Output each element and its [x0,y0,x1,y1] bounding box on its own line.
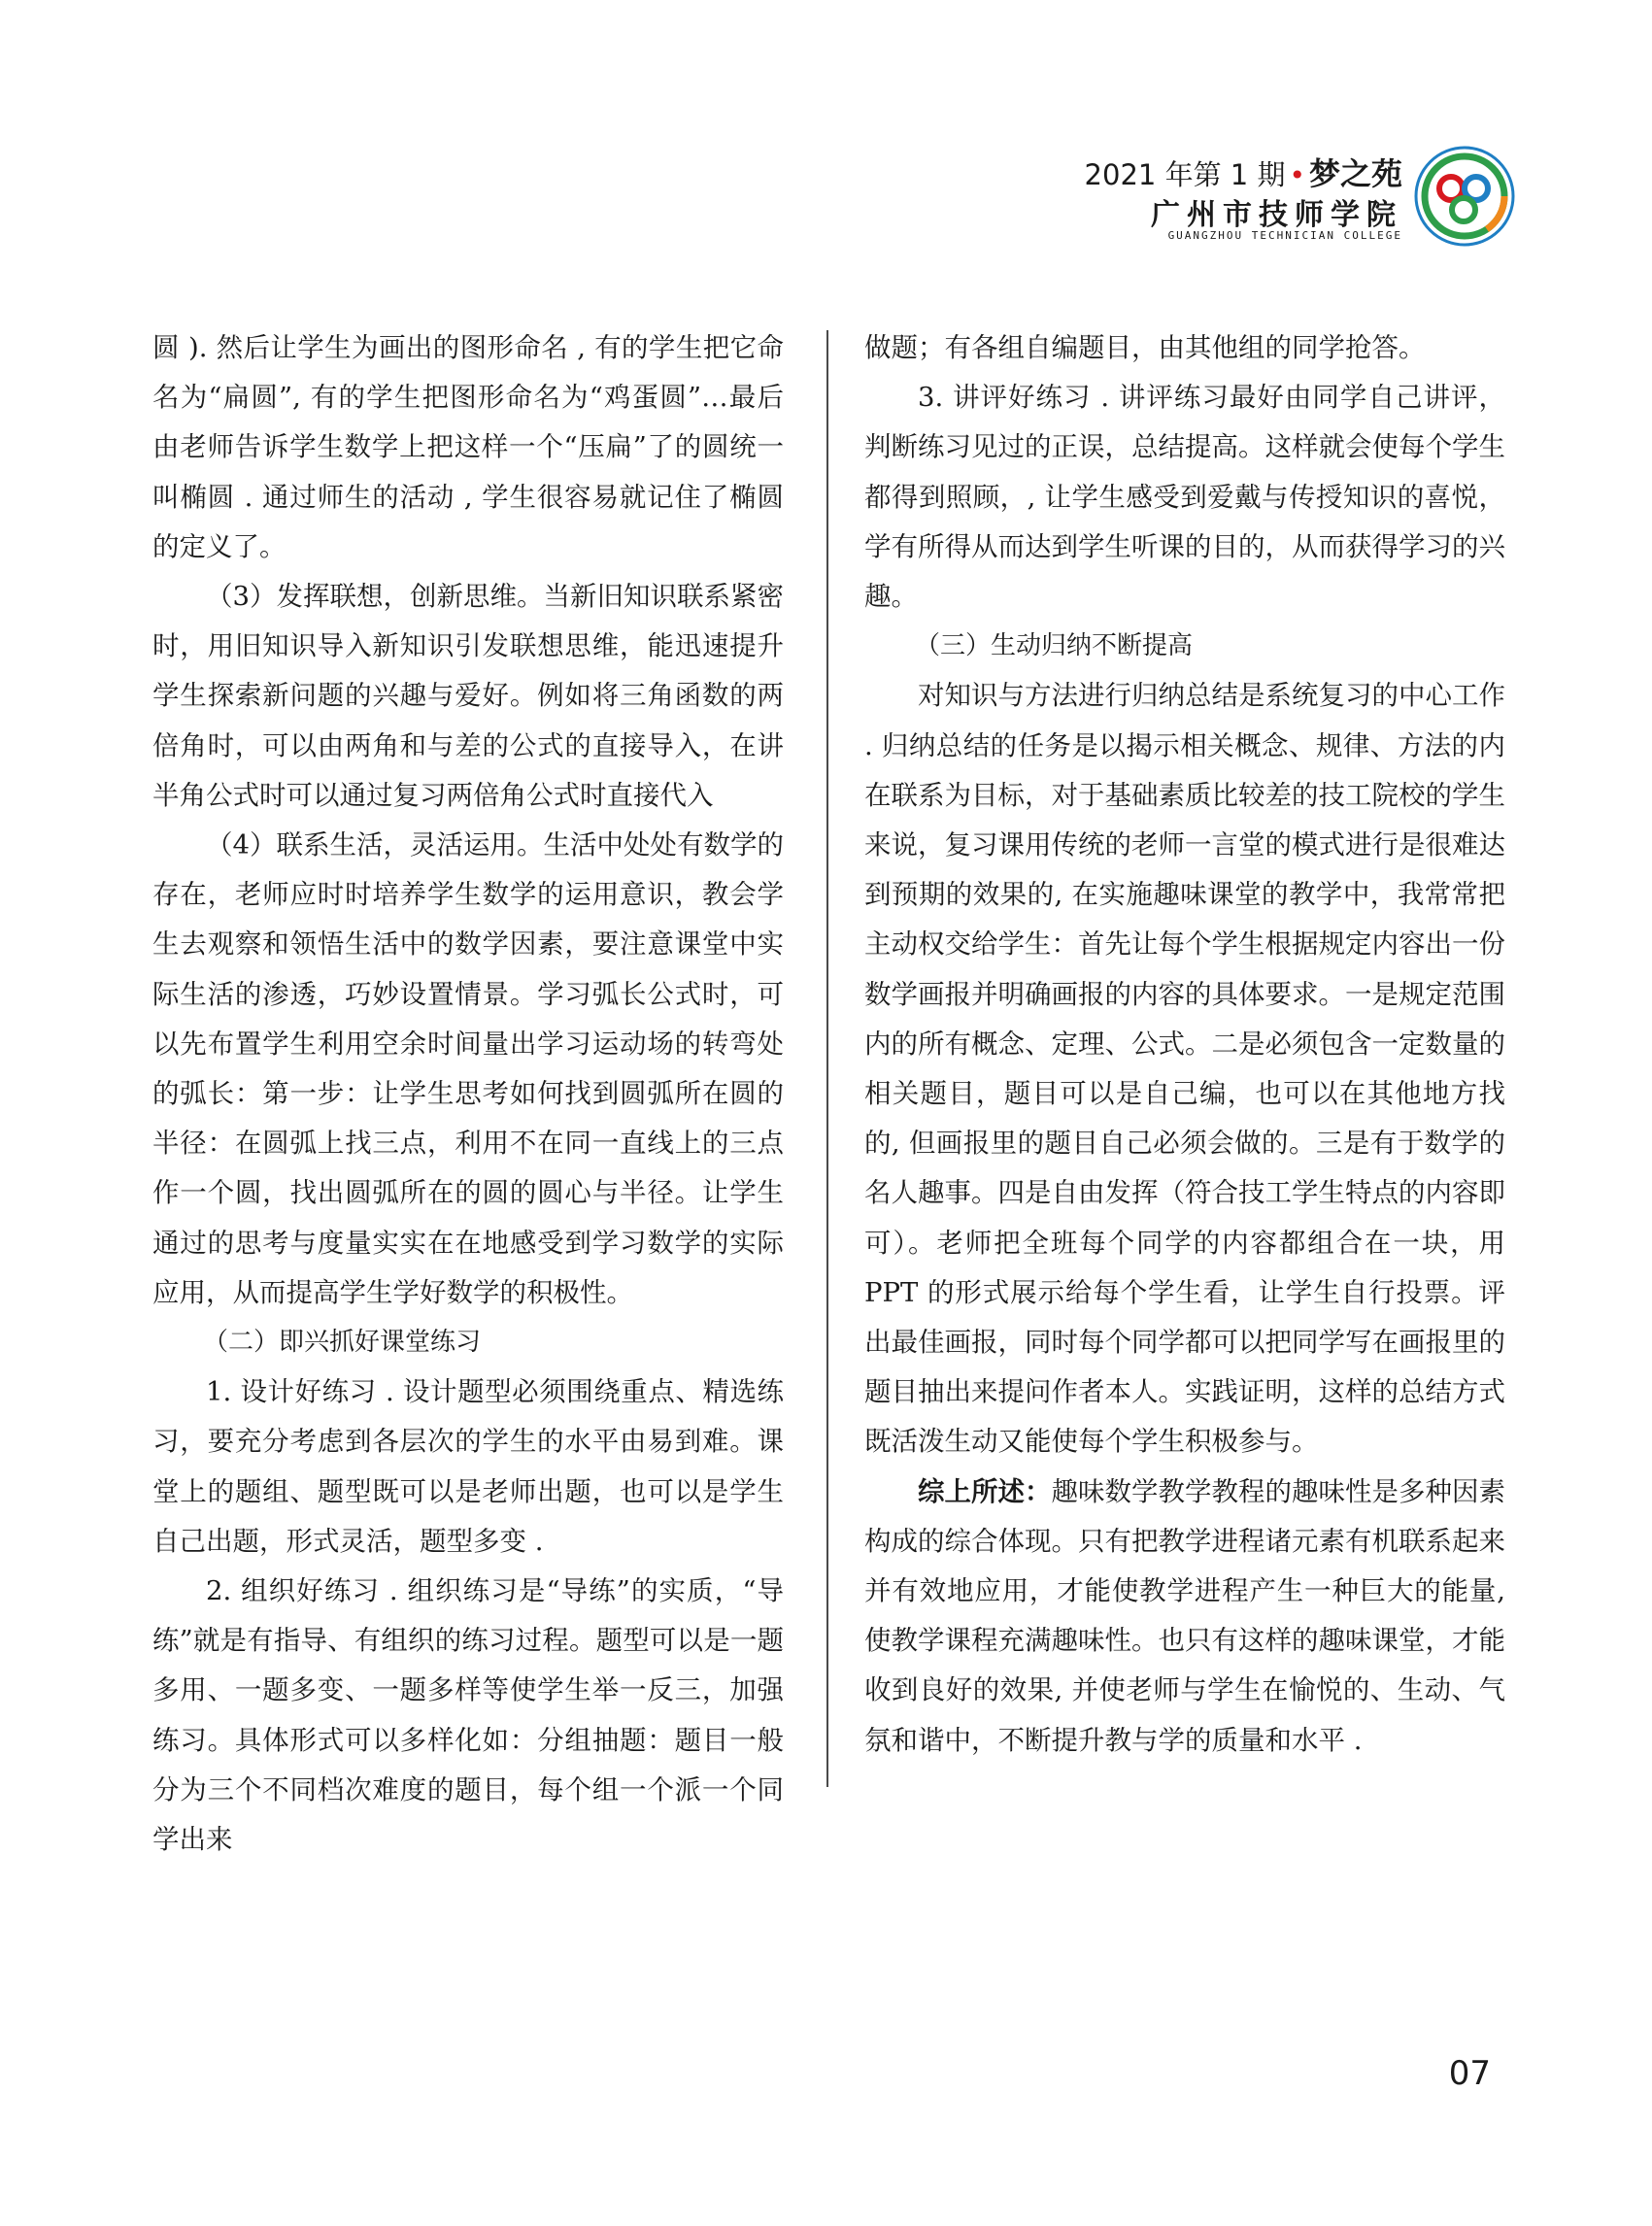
column-divider [826,330,828,1787]
page-number: 07 [1448,2054,1491,2093]
paragraph: 2. 组织好练习 . 组织练习是“导练”的实质，“导练”就是有指导、有组织的练习过程。题型可以是一题多用、一题多变、一题多样等使学生举一反三，加强练习。具体形式可以多样化如：分组抽题：题目一般分为三个不同档次难度的题目，每个组一个派一个同学出来 [152,1575,784,1856]
magazine-title: 梦之苑 [1308,155,1402,192]
section-heading: （三）生动归纳不断提高 [915,631,1194,661]
conclusion-paragraph [864,1467,1505,1766]
section-heading: （二）即兴抓好课堂练习 [203,1328,482,1358]
separator-dot: • [1289,159,1305,191]
paragraph: 对知识与方法进行归纳总结是系统复习的中心工作 . 归纳总结的任务是以揭示相关概念、规律、方法的内在联系为目标，对于基础素质比较差的技工院校的学生来说，复习课用传统的老师一言堂的模式进行是很难达到预期的效果的, 在实施趣味课堂的教学中，我常常把主动权交给学生：首先让每个学生根据规定内容出一份数学画报并明确画报的内容的具体要求。一是规定范围内的所有概念、定理、公式。二是必须包含一定数量的相关题目，题目可以是自己编，也可以在其他地方找的, 但画报里的题目自己必须会做的。三是有于数学的名人趣事。四是自由发挥（符合技工学生特点的内容即可）。老师把全班每个同学的内容都组合在一块，用 PPT 的形式展示给每个学生看，让学生自行投票。评出最佳画报，同时每个同学都可以把同学写在画报里的题目抽出来提问作者本人。实践证明，这样的总结方式既活泼生动又能使每个学生积极参与。 [864,680,1505,1458]
college-name-en: GUANGZHOU TECHNICIAN COLLEGE [1167,229,1402,242]
page-header [1049,146,1515,262]
issue-label: 2021 年第 1 期 [1084,158,1286,191]
paragraph: 3. 讲评好练习 . 讲评练习最好由同学自己讲评，判断练习见过的正误，总结提高。这样就会使每个学生都得到照顾，, 让学生感受到爱戴与传授知识的喜悦，学有所得从而达到学生听课的目的，从而获得学习的兴趣。 [864,382,1505,613]
issue-line [1085,150,1402,194]
left-column [152,323,784,1865]
conclusion-lead: 综上所述： [918,1475,1052,1507]
paragraph: （4）联系生活，灵活运用。生活中处处有数学的存在，老师应时时培养学生数学的运用意识，教会学生去观察和领悟生活中的数学因素，要注意课堂中实际生活的渗透，巧妙设置情景。学习弧长公式时，可以先布置学生利用空余时间量出学习运动场的转弯处的弧长：第一步：让学生思考如何找到圆弧所在圆的半径：在圆弧上找三点，利用不在同一直线上的三点作一个圆，找出圆弧所在的圆的圆心与半径。让学生通过的思考与度量实实在在地感受到学习数学的实际应用，从而提高学生学好数学的积极性。 [152,829,784,1308]
conclusion-text: 趣味数学教学教程的趣味性是多种因素构成的综合体现。只有把教学进程诸元素有机联系起来并有效地应用，才能使教学进程产生一种巨大的能量, 使教学课程充满趣味性。也只有这样的趣味课堂，才能收到良好的效果, 并使老师与学生在愉悦的、生动、气氛和谐中，不断提升教与学的质量和水平 . [864,1475,1505,1756]
paragraph: 做题；有各组自编题目，由其他组的同学抢答。 [864,332,1426,363]
college-name-cn: 广州市技师学院 [1151,198,1402,232]
right-column [864,323,1505,1766]
paragraph: 1. 设计好练习 . 设计题型必须围绕重点、精选练习，要充分考虑到各层次的学生的水平由易到难。课堂上的题组、题型既可以是老师出题，也可以是学生自己出题，形式灵活，题型多变 . [152,1376,784,1557]
paragraph: （3）发挥联想，创新思维。当新旧知识联系紧密时，用旧知识导入新知识引发联想思维，能迅速提升学生探索新问题的兴趣与爱好。例如将三角函数的两倍角时，可以由两角和与差的公式的直接导入，在讲半角公式时可以通过复习两倍角公式时直接代入 [152,581,784,811]
paragraph: 圆 ). 然后让学生为画出的图形命名 , 有的学生把它命名为“扁圆”, 有的学生把图形命名为“鸡蛋圆”…最后由老师告诉学生数学上把这样一个“压扁”了的圆统一叫椭圆 . 通过师生的活动 , 学生很容易就记住了椭圆的定义了。 [152,332,784,562]
college-logo-icon [1414,146,1515,247]
